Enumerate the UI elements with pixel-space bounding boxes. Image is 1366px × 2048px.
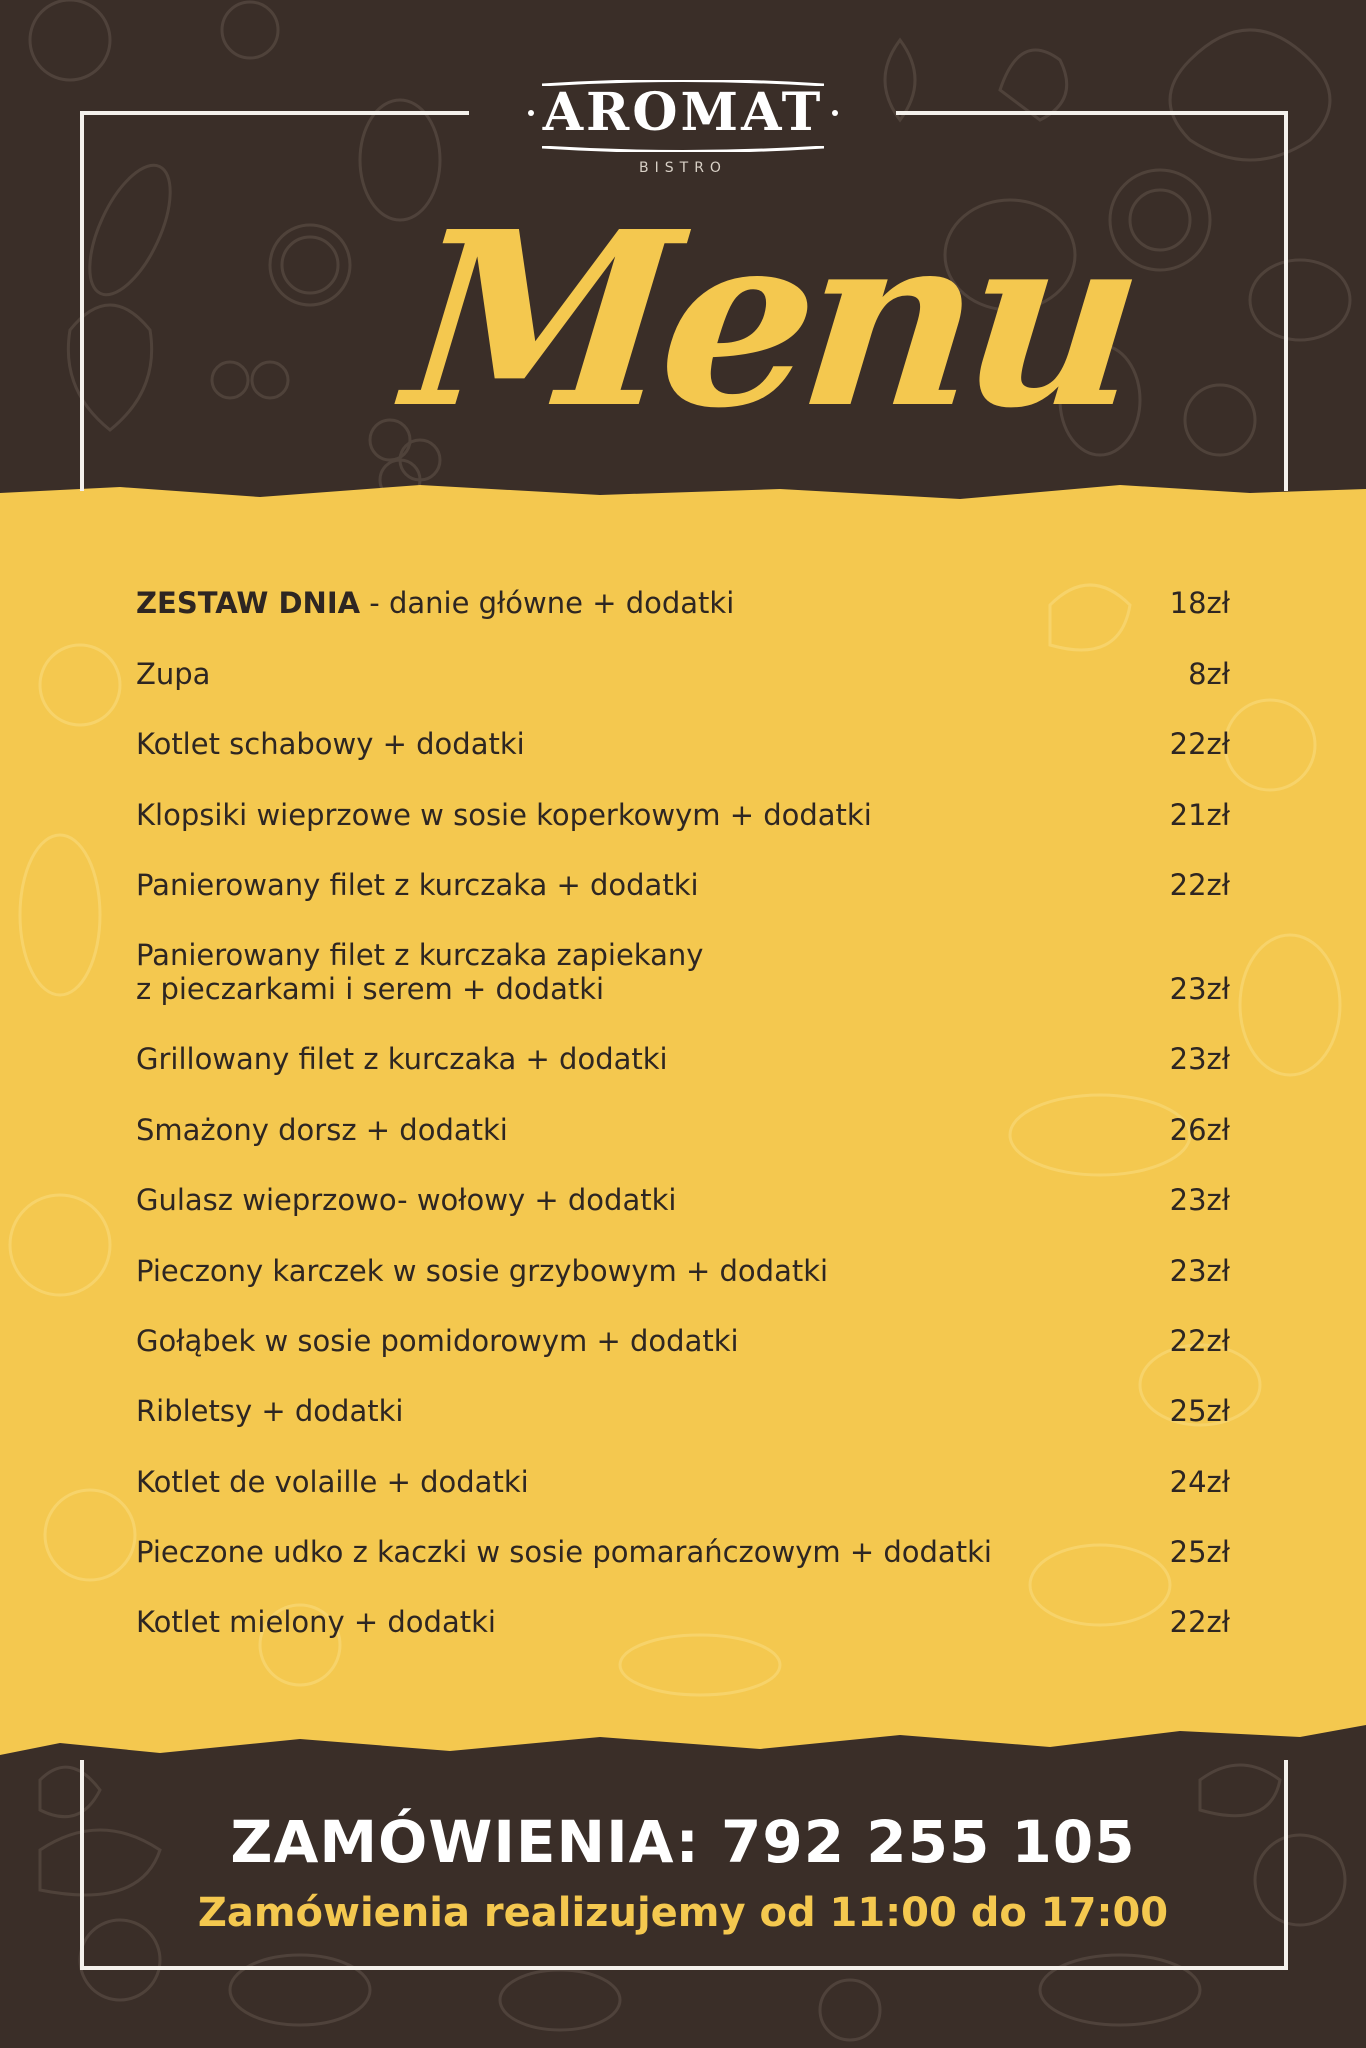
menu-item-price: 25zł <box>1169 1394 1230 1429</box>
frame-bottom <box>80 1966 1288 1970</box>
logo-dot-left <box>528 110 534 116</box>
menu-item-price: 24zł <box>1169 1464 1230 1499</box>
menu-item-name: Ribletsy + dodatki <box>136 1394 404 1429</box>
aromat-logo <box>520 78 846 178</box>
menu-item <box>136 1177 1230 1247</box>
menu-item-name-line2: z pieczarkami i serem + dodatki <box>136 971 605 1006</box>
menu-item-name: Pieczony karczek w sosie grzybowym + dodatki <box>136 1253 829 1288</box>
menu-item-name: Gulasz wieprzowo- wołowy + dodatki <box>136 1183 677 1218</box>
logo-bottom-arc <box>542 146 824 152</box>
menu-item <box>136 650 1230 720</box>
menu-item <box>136 1599 1230 1669</box>
menu-item <box>136 1106 1230 1176</box>
menu-item-name: Kotlet schabowy + dodatki <box>136 727 525 762</box>
menu-item-price: 23zł <box>1169 1042 1230 1077</box>
menu-item-price: 25zł <box>1169 1535 1230 1570</box>
menu-item <box>136 1247 1230 1317</box>
menu-item <box>136 580 1230 650</box>
menu-item-name-bold: ZESTAW DNIA <box>136 586 361 621</box>
menu-item-price: 22zł <box>1169 867 1230 902</box>
frame-right-upper <box>1284 111 1288 491</box>
menu-item <box>136 1458 1230 1528</box>
menu-item-name: Kotlet de volaille + dodatki <box>136 1464 529 1499</box>
menu-item <box>136 1529 1230 1599</box>
menu-item-price: 23zł <box>1169 971 1230 1006</box>
menu-item-name: Kotlet mielony + dodatki <box>136 1605 496 1640</box>
menu-item <box>136 1036 1230 1106</box>
menu-item-name-line1: Panierowany filet z kurczaka zapiekany <box>136 937 704 972</box>
menu-item-price: 22zł <box>1169 1605 1230 1640</box>
menu-item <box>136 721 1230 791</box>
menu-item-price: 8zł <box>1188 656 1230 691</box>
logo-wordmark: AROMAT <box>542 82 824 143</box>
menu-item-name <box>136 586 1096 620</box>
order-phone: ZAMÓWIENIA: 792 255 105 <box>230 1808 1136 1876</box>
menu-item-name: Grillowany filet z kurczaka + dodatki <box>136 1042 668 1077</box>
menu-item-name <box>136 938 1096 1006</box>
menu-list <box>136 580 1230 1669</box>
menu-item <box>136 1318 1230 1388</box>
menu-item-name-rest: - danie główne + dodatki <box>360 586 735 621</box>
menu-item <box>136 932 1230 1036</box>
menu-item-price: 23zł <box>1169 1253 1230 1288</box>
frame-top-right <box>896 111 1288 115</box>
logo-top-arc <box>542 80 824 86</box>
menu-item <box>136 1388 1230 1458</box>
logo-dot-right <box>832 110 838 116</box>
menu-item-name: Pieczone udko z kaczki w sosie pomarańczowym + dodatki <box>136 1535 992 1570</box>
frame-left-upper <box>80 111 84 491</box>
menu-item-price: 23zł <box>1169 1183 1230 1218</box>
menu-item-price: 22zł <box>1169 727 1230 762</box>
menu-item <box>136 791 1230 861</box>
menu-title: Menu <box>395 179 1145 461</box>
menu-item-name: Zupa <box>136 656 211 691</box>
menu-item-name: Klopsiki wieprzowe w sosie koperkowym + dodatki <box>136 797 872 832</box>
menu-item-name: Panierowany filet z kurczaka + dodatki <box>136 867 699 902</box>
menu-item-price: 18zł <box>1169 586 1230 621</box>
menu-item <box>136 862 1230 932</box>
menu-item-price: 21zł <box>1169 797 1230 832</box>
menu-item-name: Gołąbek w sosie pomidorowym + dodatki <box>136 1323 739 1358</box>
order-hours: Zamówienia realizujemy od 11:00 do 17:00 <box>197 1890 1169 1936</box>
menu-item-price: 22zł <box>1169 1323 1230 1358</box>
menu-item-name: Smażony dorsz + dodatki <box>136 1112 508 1147</box>
menu-item-price: 26zł <box>1169 1112 1230 1147</box>
logo-tagline: BISTRO <box>639 160 727 176</box>
frame-top-left <box>80 111 469 115</box>
